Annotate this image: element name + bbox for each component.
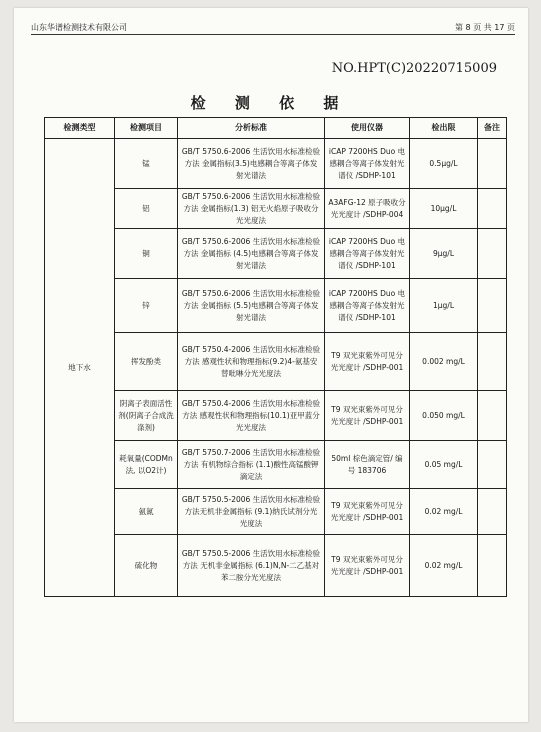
standard-cell: GB/T 5750.4-2006 生活饮用水标准检验方法 感观性状和物理指标(9.2)4-氨基安替吡啉分光光度法 [178,333,325,391]
standard-cell: GB/T 5750.5-2006 生活饮用水标准检验方法 无机非金属指标 (6.1)N,N-二乙基对苯二胺分光光度法 [178,535,325,597]
limit-cell: 0.02 mg/L [410,489,478,535]
item-cell: 阴离子表面活性剂(阴离子合成洗涤剂) [115,391,178,441]
limit-cell: 9μg/L [410,229,478,279]
page-title: 检 测 依 据 [190,94,351,112]
category-cell: 地下水 [45,139,115,597]
item-cell: 耗氧量(CODMn法, 以O2计) [115,441,178,489]
limit-cell: 0.050 mg/L [410,391,478,441]
instrument-cell: T9 双光束紫外可见分光光度计 /SDHP-001 [325,333,410,391]
table-header-row [45,118,507,139]
note-cell [478,189,507,229]
note-cell [478,535,507,597]
item-cell: 氨氮 [115,489,178,535]
test-basis-table [44,117,507,597]
report-number: NO.HPT(C)20220715009 [331,61,497,76]
table-row [45,441,507,489]
item-cell: 硫化物 [115,535,178,597]
column-header: 分析标准 [178,118,325,139]
item-cell: 铜 [115,229,178,279]
table-row [45,333,507,391]
note-cell [478,441,507,489]
note-cell [478,489,507,535]
instrument-cell: iCAP 7200HS Duo 电感耦合等离子体发射光谱仪 /SDHP-101 [325,279,410,333]
column-header: 使用仪器 [325,118,410,139]
limit-cell: 10μg/L [410,189,478,229]
note-cell [478,139,507,189]
instrument-cell: T9 双光束紫外可见分光光度计 /SDHP-001 [325,535,410,597]
table-row [45,391,507,441]
instrument-cell: T9 双光束紫外可见分光光度计 /SDHP-001 [325,489,410,535]
item-cell: 铝 [115,189,178,229]
item-cell: 锌 [115,279,178,333]
note-cell [478,391,507,441]
limit-cell: 0.002 mg/L [410,333,478,391]
standard-cell: GB/T 5750.7-2006 生活饮用水标准检验方法 有机物综合指标 (1.1)酸性高锰酸钾滴定法 [178,441,325,489]
company-name: 山东华谱检测技术有限公司 [31,23,127,32]
table-row [45,279,507,333]
note-cell [478,229,507,279]
note-cell [478,279,507,333]
standard-cell: GB/T 5750.6-2006 生活饮用水标准检验方法 金属指标(3.5)电感耦合等离子体发射光谱法 [178,139,325,189]
instrument-cell: A3AFG-12 原子吸收分光光度计 /SDHP-004 [325,189,410,229]
page-number: 第 8 页 共 17 页 [455,23,515,32]
standard-cell: GB/T 5750.5-2006 生活饮用水标准检验方法无机非金属指标 (9.1)纳氏试剂分光光度法 [178,489,325,535]
standard-cell: GB/T 5750.4-2006 生活饮用水标准检验方法 感观性状和物理指标(10.1)亚甲蓝分光光度法 [178,391,325,441]
instrument-cell: 50ml 棕色滴定管/ 编号 183706 [325,441,410,489]
table-row [45,139,507,189]
limit-cell: 0.02 mg/L [410,535,478,597]
standard-cell: GB/T 5750.6-2006 生活饮用水标准检验方法 金属指标 (5.5)电感耦合等离子体发射光谱法 [178,279,325,333]
header-rule [31,34,515,35]
standard-cell: GB/T 5750.6-2006 生活饮用水标准检验方法 金属指标 (4.5)电感耦合等离子体发射光谱法 [178,229,325,279]
instrument-cell: iCAP 7200HS Duo 电感耦合等离子体发射光谱仪 /SDHP-101 [325,229,410,279]
table-row [45,229,507,279]
column-header: 备注 [478,118,507,139]
limit-cell: 0.05 mg/L [410,441,478,489]
table-row [45,489,507,535]
instrument-cell: iCAP 7200HS Duo 电感耦合等离子体发射光谱仪 /SDHP-101 [325,139,410,189]
note-cell [478,333,507,391]
instrument-cell: T9 双光束紫外可见分光光度计 /SDHP-001 [325,391,410,441]
item-cell: 锰 [115,139,178,189]
column-header: 检出限 [410,118,478,139]
item-cell: 挥发酚类 [115,333,178,391]
page-header [31,21,515,35]
table-row [45,535,507,597]
limit-cell: 0.5μg/L [410,139,478,189]
standard-cell: GB/T 5750.6-2006 生活饮用水标准检验方法 金属指标(1.3) 铝无火焰原子吸收分光光度法 [178,189,325,229]
limit-cell: 1μg/L [410,279,478,333]
column-header: 检测项目 [115,118,178,139]
column-header: 检测类型 [45,118,115,139]
table-row [45,189,507,229]
